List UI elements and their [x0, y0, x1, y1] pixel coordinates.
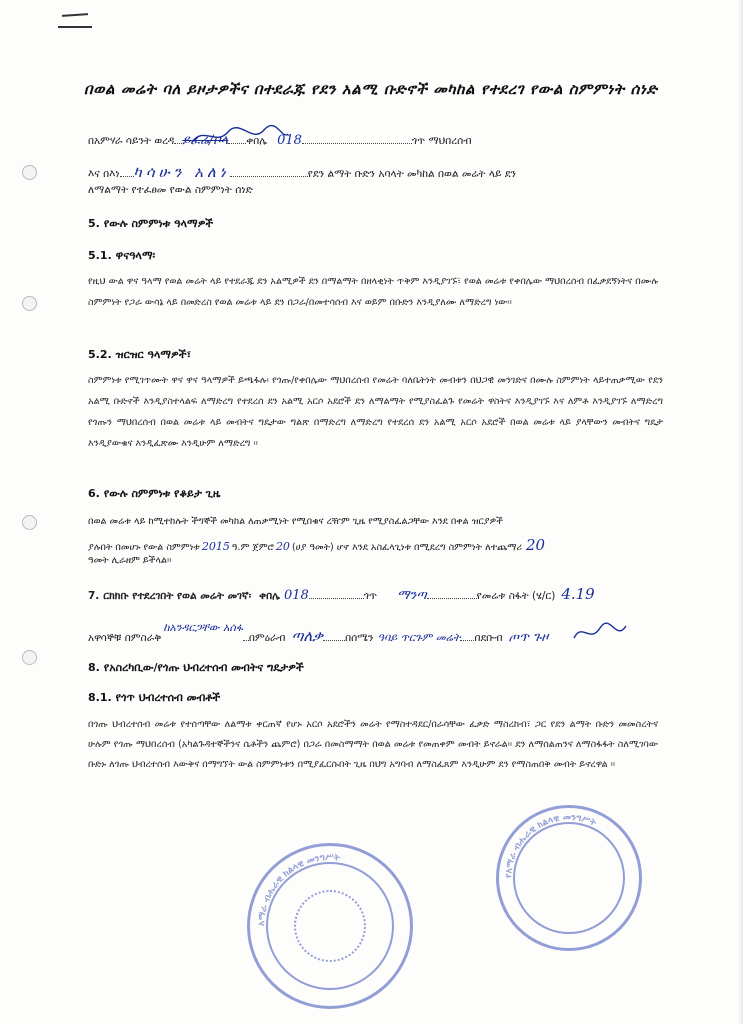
header-suffix: የደን ልማት ቡድን አባላት መካከል በወል መሬት ላይ ደን	[307, 168, 516, 180]
section-number: 8.	[88, 661, 100, 674]
header-line-2	[88, 163, 516, 181]
stamp-ring-text	[250, 846, 410, 1006]
section-8-1-heading	[88, 691, 220, 705]
stamp-ring-text	[499, 808, 639, 948]
document-title: በወል መሬት ባለ ይዞታዎችና በተደራጁ የደን አልሚ ቡድኖች መካከል የተደረገ የውል ስምምነት ሰነድ	[84, 80, 658, 98]
handwriting-scribble	[190, 124, 290, 148]
svg-text:የአማራ ብሔራዊ ክልላዊ መንግሥት	[504, 813, 598, 878]
got-handwritten: ማንጣ	[397, 588, 427, 603]
section-8-1-text: በጎጡ ህብረተሰብ መሬቱ የተሰጣቸው ለልማቱ ቀርጠኛ የሆኑ አርሶ አደሮችን መሬት የማስተዳደር/በራሳቸው ፈቃድ ማስረከብ፣ ጋር የደን ልማት ቡድን መመስረትና ሁሉም የጎጡ ማህበረሰብ (አካልጉዳተኞችንና ሴቶችን ጨምሮ) በጋራ በመስማማት በወል መሬቱ የመጠቀም መብት ይኖራል፡፡ ደን ለማሰልጠንና ለማስፋፋት ስለሚገባው ቡድኑ ለጎጡ ህብረተሰብ እውቅና በማግኘት ውል ስምምነቱን በሚያፈርሱበት ጊዜ በህግ አግባብ ለማስፈጸም እንዲሁም ደን የማስጠበቅ መብት ይኖረዋል ፡፡	[88, 719, 658, 770]
punch-hole	[22, 515, 37, 530]
west-boundary-handwritten: ጣለቃ	[291, 627, 324, 645]
got-label: ጎጥ	[363, 590, 378, 602]
svg-text:አማራ ብሔራዊ ክልላዊ መንግሥት	[257, 853, 341, 926]
scan-edge	[737, 0, 743, 1024]
south-label: በደቡብ	[474, 632, 503, 644]
section-6-heading	[88, 487, 220, 501]
text: አዋሳኞቹ በምስራቅ	[88, 632, 162, 644]
north-label: በሰሜን	[345, 632, 374, 644]
kebele-handwritten: 018	[277, 133, 302, 148]
punch-hole	[22, 650, 37, 665]
area-handwritten: 4.19	[561, 585, 595, 603]
section-8-heading	[88, 661, 304, 675]
south-boundary-handwritten: ጦጥ ጉዞ	[508, 630, 549, 645]
section-number: 6.	[88, 487, 100, 500]
section-6-line-2	[88, 536, 545, 554]
section-number: 5.	[88, 217, 100, 230]
section-5-2-text: ስምምነቱ የሚገጥሙት ዋና ዋና ዓላማዎች ይጫፋሉ፡ የጎጡ/የቀበሌው ማህበረሰብ የመሬት ባለቤትነት መብቱን በህጋዊ መንገድና በሙሉ ስምምነት ላይተጠቃሚው የደን አልሚ ቡድኖች እንዲያስተላልፍ ለማድረግ የተደረሰ ደን አልሚ አርሶ አደሮች ደን ለማልማት የሚያስፈልጉ የመሬት ዋስትና እንዲያገኙ እና ለምቶ እንዲያገኙ ለማድረግ የጎጡን ማህበረሰብ በወል መሬቱ ላይ መብትና ግዴታው ግልጽ በማድረግ ለማድረግ የተደረሰ ደን አልሚ አርሶ አደሮች በወል መሬቱ ላይ ያላቸውን መብትና ግዴታ እንዲያውቁና እንዲፈጽሙ እንዲሁም ለማድረግ ፡፡	[88, 375, 663, 449]
section-5-2-heading	[88, 348, 191, 362]
section-7-line-2	[88, 621, 549, 645]
stamp-label: አማራ ብሔራዊ ክልላዊ መንግሥት	[256, 852, 341, 927]
text: (ሀያ ዓመት) ሆኖ እንደ አስፈላጊነቱ በሚደረግ ስምምነት ለተጨማሪ	[291, 542, 523, 553]
section-number: 5.1.	[88, 249, 112, 262]
pen-mark	[62, 13, 88, 17]
punch-hole	[22, 165, 37, 180]
header-prefix: እና በእነ	[88, 168, 120, 180]
official-stamp	[496, 805, 642, 951]
kebele-label: ቀበሌ	[246, 135, 268, 147]
section-number: 7.	[88, 590, 100, 602]
section-5-1-text: የዚህ ውል ዋና ዓላማ የወል መሬት ላይ የተደራጁ ደን አልሚዎች ደን በማልማት በዘላቂነት ጥቅም እንዲያገኙ፣ የወል መሬቱ የቀበሌው ማህበረሰብ በፈቃደኝነትና በሙሉ ስምምነት የጋራ ውሳኔ ላይ በመድረስ የወል መሬቱ ላይ ደን በጋራ/በመተሳሰብ እና ወይም በቡድን እንዲያለሙ ለማድረግ ነው፡፡	[88, 276, 658, 308]
header-suffix: ጎጥ ማህበረሰብ	[411, 135, 472, 147]
section-title: የውሉ ስምምነቱ የቆይታ ጊዜ	[103, 487, 221, 500]
west-label: በምዕራብ	[248, 632, 286, 644]
east-boundary-handwritten: ከአንዳርጋቸው አሰፋ	[163, 621, 243, 634]
area-label: የመሬቱ ስፋት (ሄ/ር)	[476, 590, 556, 602]
kebele-label: ቀበሌ	[259, 590, 280, 602]
text: ያሉበት በመሆኑ የውል ስምምነቱ	[88, 542, 200, 553]
section-title: የውሉ ስምምነቱ ዓላማዎች	[103, 217, 214, 230]
header-prefix: በአምሃራ ሳይንት ወረዳ	[88, 135, 175, 147]
group-name-handwritten: ካሳሁን አለነ	[133, 163, 230, 181]
pen-mark	[58, 26, 92, 28]
section-number: 8.1.	[88, 691, 112, 704]
text: ዓ.ም ጀምሮ	[231, 542, 274, 553]
section-7-line-1	[88, 585, 595, 603]
section-6-line-3: ዓመት ሊራዘም ይችላል፡፡	[88, 555, 172, 566]
punch-hole	[22, 296, 37, 311]
section-number: 5.2.	[88, 348, 112, 361]
section-5-1-heading	[88, 249, 155, 263]
north-boundary-handwritten: ዓባይ ጥርጉም መሬት	[377, 631, 461, 644]
section-title: ዋናዓላማ፡	[115, 249, 156, 262]
section-title: የጎጥ ህብረተሰብ መብቶች	[115, 691, 221, 704]
section-5-heading	[88, 217, 213, 231]
extension-handwritten: 20	[526, 536, 546, 554]
woreda-handwritten: ይፈሬ/ቦላ	[182, 133, 229, 148]
stamp-label: የአማራ ብሔራዊ ክልላዊ መንግሥት	[503, 812, 598, 879]
section-title: የአስረካቢው/የጎጡ ህብረተሰብ መብትና ግዴታዎች	[103, 661, 304, 674]
header-line-3: ለማልማት የተፈፀመ የውል ስምምነት ሰነድ	[88, 184, 253, 196]
start-year-handwritten: 2015	[201, 540, 230, 553]
duration-handwritten: 20	[275, 540, 290, 553]
section-title: ዝርዝር ዓላማዎች፣	[115, 348, 191, 361]
handwriting-scribble	[570, 618, 630, 648]
text: ርክክቡ የተደረገበት የወል መሬት መገኛ፡	[103, 590, 252, 602]
section-6-line-1: በወል መሬቱ ላይ ከሚተከሉት ችግኞች መካከል ለጠቃሚነት የሚበቁና ረዥም ጊዜ የሚያስፈልጋቸው እንደ በቀል ዝርያዎች	[88, 516, 503, 527]
official-stamp	[247, 843, 413, 1009]
kebele-handwritten: 018	[283, 588, 309, 603]
